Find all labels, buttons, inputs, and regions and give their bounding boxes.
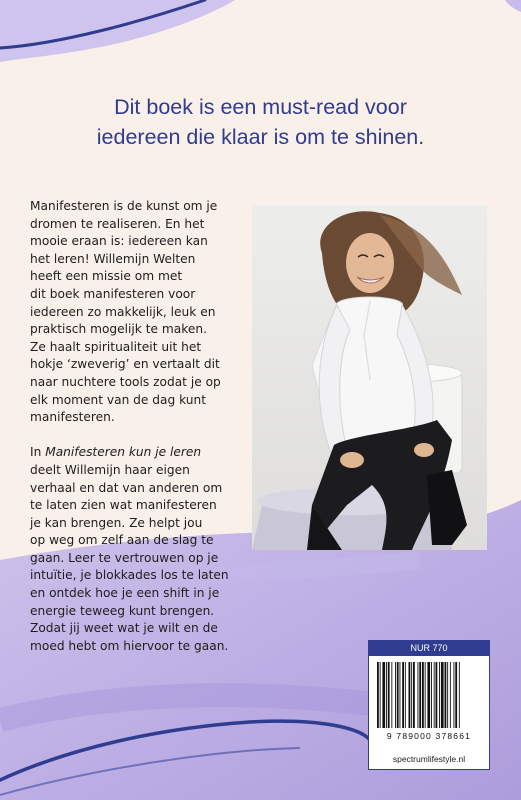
- barcode-bar: [388, 662, 390, 728]
- blurb-line: op weg om zelf aan de slag te: [30, 533, 214, 548]
- blurb-line: het leren! Willemijn Welten: [30, 251, 196, 266]
- book-title: Manifesteren kun je leren: [45, 445, 202, 460]
- barcode-bar: [447, 662, 448, 728]
- barcode-bar: [418, 662, 419, 728]
- blurb-line: Manifesteren is de kunst om je: [30, 199, 218, 213]
- barcode-bar: [454, 662, 455, 728]
- right-lavender-edge: [505, 0, 521, 12]
- barcode-bar: [391, 662, 392, 728]
- blurb-line: deelt Willemijn haar eigen: [30, 462, 190, 477]
- barcode-bar: [377, 662, 379, 728]
- barcode-bar: [450, 662, 451, 728]
- blurb-line: praktisch mogelijk te maken.: [30, 322, 207, 337]
- blurb-line: manifesteren.: [30, 410, 115, 425]
- barcode-bar: [400, 662, 401, 728]
- author-photo: [252, 205, 487, 550]
- isbn-number: 9 789000 378661: [386, 731, 472, 741]
- barcode-bar: [427, 662, 430, 728]
- tagline-line-2: iedereen die klaar is om te shinen.: [96, 125, 425, 149]
- blurb-line: verhaal en dat van anderen om: [30, 480, 223, 495]
- barcode-bar: [434, 662, 435, 728]
- barcode-bar: [436, 662, 438, 728]
- barcode-bar: [459, 662, 460, 728]
- blurb-line: intuïtie, je blokkades los te laten: [30, 568, 229, 583]
- barcode-bar: [405, 662, 406, 728]
- blurb-line: [30, 444, 245, 462]
- blurb-line: dit boek manifesteren voor: [30, 286, 196, 301]
- top-lavender-wash: [0, 0, 235, 62]
- blurb-text: [30, 198, 245, 655]
- barcode-bar: [413, 662, 415, 728]
- barcode-bar: [397, 662, 399, 728]
- barcode-bar: [419, 662, 421, 728]
- blurb-line: en ontdek hoe je een shift in je: [30, 586, 220, 601]
- barcode-bar: [422, 662, 424, 728]
- nur-label: NUR 770: [369, 641, 489, 656]
- blurb-line: energie teweeg kunt brengen.: [30, 603, 215, 618]
- barcode-bar: [382, 662, 385, 728]
- barcode-bar: [409, 662, 411, 728]
- blurb-line: te laten zien wat manifesteren: [30, 498, 217, 513]
- barcode-bar: [395, 662, 396, 728]
- blurb-paragraph-1: [30, 198, 245, 427]
- blurb-line: heeft een missie om met: [30, 269, 183, 284]
- blurb-line: elk moment van de dag kunt: [30, 392, 207, 407]
- blurb-line: mooie eraan is: iedereen kan: [30, 234, 208, 249]
- barcode-bar: [455, 662, 457, 728]
- barcode-bar: [411, 662, 412, 728]
- blurb-paragraph-2: [30, 444, 245, 655]
- blurb-line: dromen te realiseren. En het: [30, 216, 205, 231]
- blurb-line: gaan. Leer te vertrouwen op je: [30, 550, 219, 565]
- blurb-line: je kan brengen. Ze helpt jou: [30, 515, 203, 530]
- barcode-bar: [431, 662, 432, 728]
- blurb-line: iedereen zo makkelijk, leuk en: [30, 304, 216, 319]
- barcode-bar: [386, 662, 387, 728]
- blurb-line: Ze haalt spiritualiteit uit het: [30, 339, 202, 354]
- barcode-bar: [441, 662, 444, 728]
- barcode-bar: [445, 662, 447, 728]
- blurb-prefix: In: [30, 445, 46, 460]
- barcode-bar: [380, 662, 381, 728]
- blurb-line: moed hebt om hiervoor te gaan.: [30, 638, 229, 653]
- author-photo-illustration: [252, 205, 487, 550]
- face: [346, 233, 394, 293]
- publisher-website: spectrumlifestyle.nl: [392, 754, 466, 764]
- barcode-bars: [375, 662, 483, 728]
- blurb-line: hokje ‘zweverig’ en vertaalt dit: [30, 357, 220, 372]
- blurb-line: naar nuchtere tools zodat je op: [30, 374, 221, 389]
- barcode-box: [368, 640, 490, 770]
- barcode-bar: [402, 662, 404, 728]
- tagline-line-1: Dit boek is een must-read voor: [114, 95, 407, 119]
- tagline: [0, 92, 521, 152]
- blurb-line: Zodat jij weet wat je wilt en de: [30, 621, 218, 636]
- barcode-bar: [425, 662, 426, 728]
- barcode-bar: [439, 662, 440, 728]
